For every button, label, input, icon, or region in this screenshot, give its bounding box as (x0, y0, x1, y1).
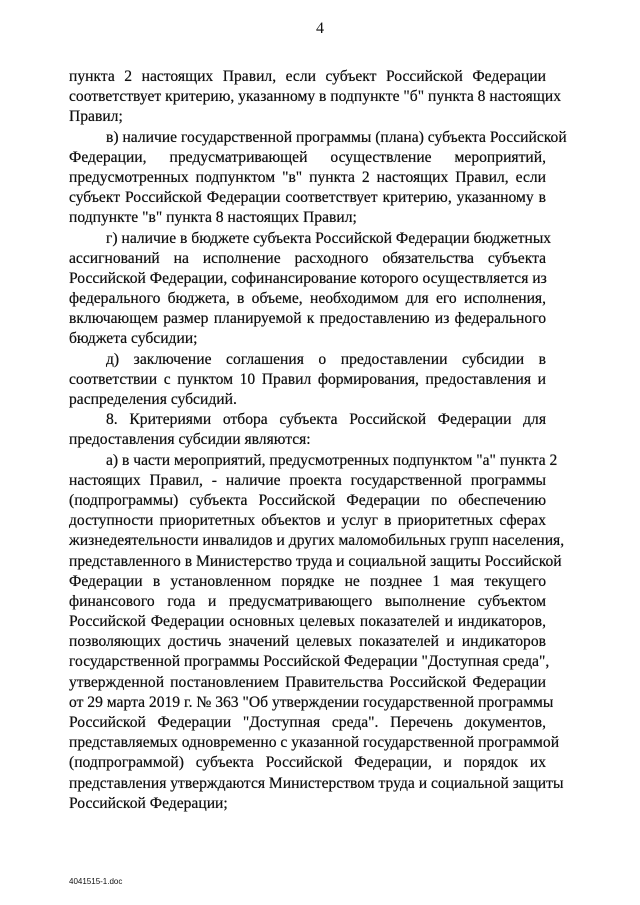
text-line: 8. Критериями отбора субъекта Российской Федерации для (106, 411, 546, 429)
text-line: государственной программы Российской Федерации "Доступная среда", (69, 653, 550, 671)
text-line: бюджета субсидии; (69, 330, 198, 348)
text-line: Российской Федерации "Доступная среда". Перечень документов, (69, 714, 546, 731)
text-line: субъект Российской Федерации соответствует критерию, указанному в (69, 189, 546, 207)
text-line: представляемых одновременно с указанной государственной программой (69, 734, 560, 752)
text-line: от 29 марта 2019 г. № 363 "Об утверждении государственной программы (69, 693, 554, 711)
text-line: подпункте "в" пункта 8 настоящих Правил; (69, 209, 357, 227)
document-filename-footer: 4041515-1.doc (69, 877, 123, 886)
text-line: представления утверждаются Министерством труда и социальной защиты (69, 774, 564, 792)
text-line: федерального бюджета, в объеме, необходимом для его исполнения, (69, 290, 546, 308)
text-line: Российской Федерации; (69, 794, 228, 812)
paragraph (69, 229, 552, 350)
page-number: 4 (316, 20, 324, 37)
text-line: а) в части мероприятий, предусмотренных подпунктом "а" пункта 2 (106, 451, 558, 469)
text-line: утвержденной постановлением Правительства Российской Федерации (69, 673, 546, 691)
text-line: Правил; (69, 108, 123, 126)
text-line: позволяющих достичь значений целевых показателей и индикаторов (69, 633, 546, 651)
text-line: (подпрограммы) субъекта Российской Федерации по обеспечению (69, 491, 546, 509)
text-line: соответствии с пунктом 10 Правил формирования, предоставления и (69, 370, 546, 388)
text-line: включающем размер планируемой к предоставлению из федерального (69, 310, 546, 328)
text-line: пункта 2 настоящих Правил, если субъект Российской Федерации (69, 68, 546, 85)
paragraph (69, 350, 546, 411)
paragraph (69, 67, 561, 128)
text-line: д) заключение соглашения о предоставлении субсидии в (106, 350, 546, 368)
document-body (69, 67, 567, 814)
text-line: Федерации, предусматривающей осуществление мероприятий, (69, 148, 546, 166)
text-line: соответствует критерию, указанному в подпункте "б" пункта 8 настоящих (69, 88, 561, 106)
text-line: (подпрограммой) субъекта Российской Федерации, и порядок их (69, 754, 546, 772)
text-line: г) наличие в бюджете субъекта Российской Федерации бюджетных (106, 229, 552, 247)
text-line: предусмотренных подпунктом "в" пункта 2 настоящих Правил, если (69, 168, 546, 186)
paragraph (69, 451, 565, 814)
text-line: представленного в Министерство труда и социальной защиты Российской (69, 552, 562, 570)
text-line: ассигнований на исполнение расходного обязательства субъекта (69, 249, 546, 267)
text-line: в) наличие государственной программы (плана) субъекта Российской (106, 128, 567, 146)
text-line: распределения субсидий. (69, 391, 237, 408)
text-line: Российской Федерации, софинансирование которого осуществляется из (69, 269, 547, 287)
paragraph (69, 128, 567, 229)
paragraph (69, 410, 546, 450)
text-line: жизнедеятельности инвалидов и других маломобильных групп населения, (69, 532, 565, 550)
text-line: доступности приоритетных объектов и услуг в приоритетных сферах (69, 512, 546, 530)
text-line: настоящих Правил, - наличие проекта государственной программы (69, 471, 546, 489)
text-line: Федерации в установленном порядке не позднее 1 мая текущего (69, 572, 546, 590)
text-line: предоставления субсидии являются: (69, 431, 311, 449)
text-line: Российской Федерации основных целевых показателей и индикаторов, (69, 613, 546, 631)
text-line: финансового года и предусматривающего выполнение субъектом (69, 592, 546, 610)
